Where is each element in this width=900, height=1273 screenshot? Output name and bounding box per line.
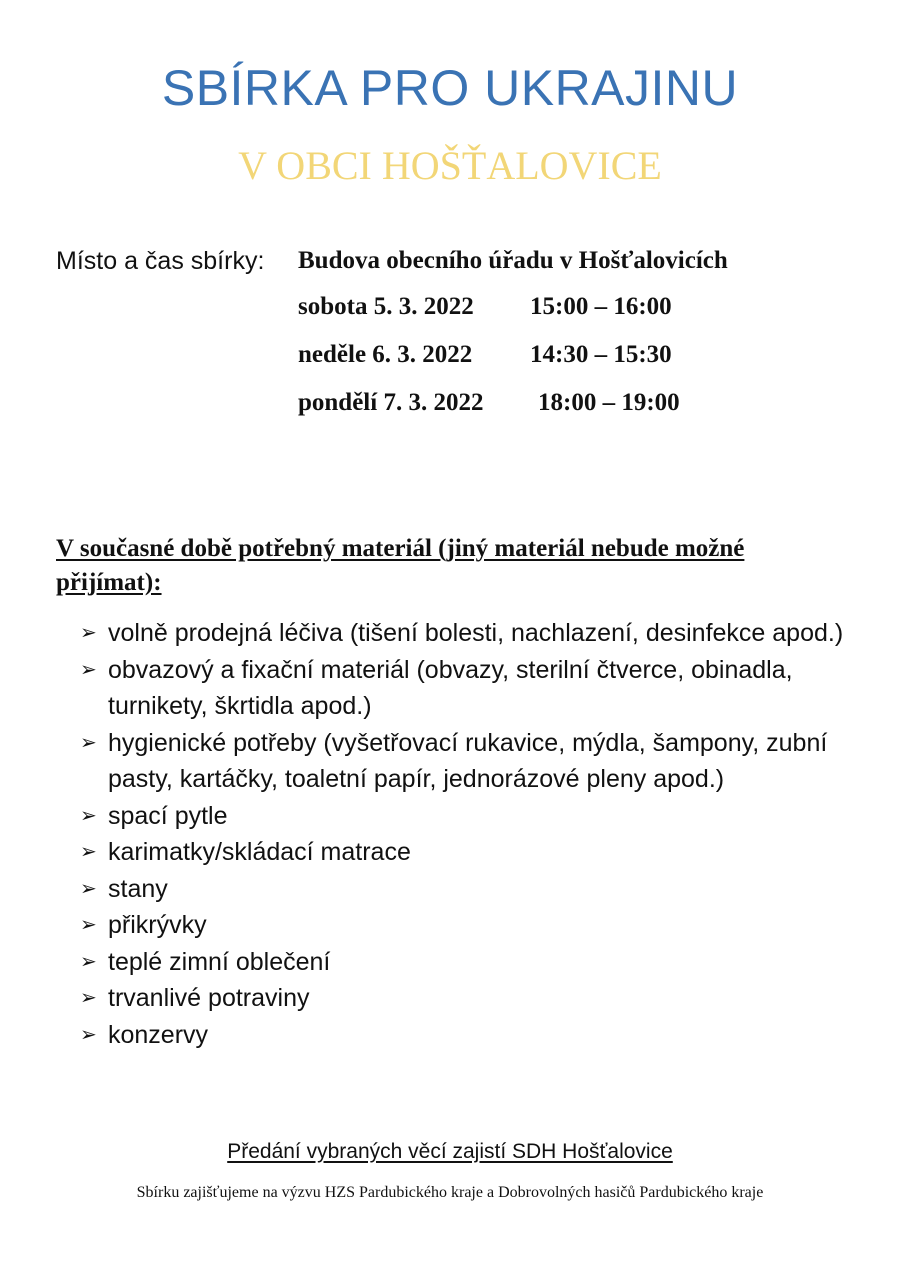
place-label: Místo a čas sbírky: <box>56 247 265 275</box>
list-item-text: teplé zimní oblečení <box>108 947 331 976</box>
list-item <box>80 725 870 798</box>
needs-list <box>80 615 870 1053</box>
list-item-text: hygienické potřeby (vyšetřovací rukavice, mýdla, šampony, zubní pasty, kartáčky, toaletní papír, jednorázové pleny apod.) <box>108 728 828 793</box>
list-item <box>80 615 870 652</box>
list-item-text: konzervy <box>108 1020 209 1049</box>
list-item <box>80 907 870 944</box>
list-item-text: stany <box>108 874 168 903</box>
arrowhead-bullet-icon: ➢ <box>80 950 97 973</box>
schedule-day: sobota 5. 3. 2022 <box>298 293 474 320</box>
list-item-text: volně prodejná léčiva (tišení bolesti, nachlazení, desinfekce apod.) <box>108 619 844 647</box>
list-item <box>80 798 870 835</box>
needs-heading: V současné době potřebný materiál (jiný materiál nebude možné přijímat): <box>56 535 745 596</box>
list-item <box>80 652 870 725</box>
place-value: Budova obecního úřadu v Hošťalovicích <box>298 247 728 274</box>
arrowhead-bullet-icon: ➢ <box>80 841 97 863</box>
schedule-day: pondělí 7. 3. 2022 <box>298 389 484 416</box>
schedule-time: 14:30 – 15:30 <box>530 341 672 368</box>
schedule-day: neděle 6. 3. 2022 <box>298 341 473 368</box>
list-item <box>80 871 870 908</box>
footer-note: Sbírku zajišťujeme na výzvu HZS Pardubického kraje a Dobrovolných hasičů Pardubického kraje <box>136 1184 764 1201</box>
arrowhead-bullet-icon: ➢ <box>80 914 97 936</box>
arrowhead-bullet-icon: ➢ <box>80 877 97 900</box>
schedule-list <box>298 290 680 434</box>
page-subtitle: V OBCI HOŠŤALOVICE <box>238 143 662 188</box>
list-item <box>80 980 870 1017</box>
arrowhead-bullet-icon: ➢ <box>80 1023 97 1046</box>
arrowhead-bullet-icon: ➢ <box>80 731 97 754</box>
list-item <box>80 944 870 981</box>
arrowhead-bullet-icon: ➢ <box>80 987 97 1009</box>
schedule-time: 18:00 – 19:00 <box>538 389 680 416</box>
arrowhead-bullet-icon: ➢ <box>80 804 97 827</box>
list-item-text: spací pytle <box>108 801 228 830</box>
schedule-row <box>298 386 680 434</box>
schedule-time: 15:00 – 16:00 <box>530 293 672 320</box>
schedule-row <box>298 338 680 386</box>
list-item-text: přikrývky <box>108 911 207 939</box>
list-item-text: karimatky/skládací matrace <box>108 838 411 866</box>
list-item-text: trvanlivé potraviny <box>108 984 310 1012</box>
page-title: SBÍRKA PRO UKRAJINU <box>161 60 739 116</box>
list-item <box>80 834 870 871</box>
handover-note: Předání vybraných věcí zajistí SDH Hošťalovice <box>227 1140 673 1163</box>
list-item-text: obvazový a fixační materiál (obvazy, sterilní čtverce, obinadla, turnikety, škrtidla apod.) <box>108 655 793 720</box>
arrowhead-bullet-icon: ➢ <box>80 622 97 644</box>
schedule-row <box>298 290 680 338</box>
list-item <box>80 1017 870 1054</box>
arrowhead-bullet-icon: ➢ <box>80 658 97 681</box>
